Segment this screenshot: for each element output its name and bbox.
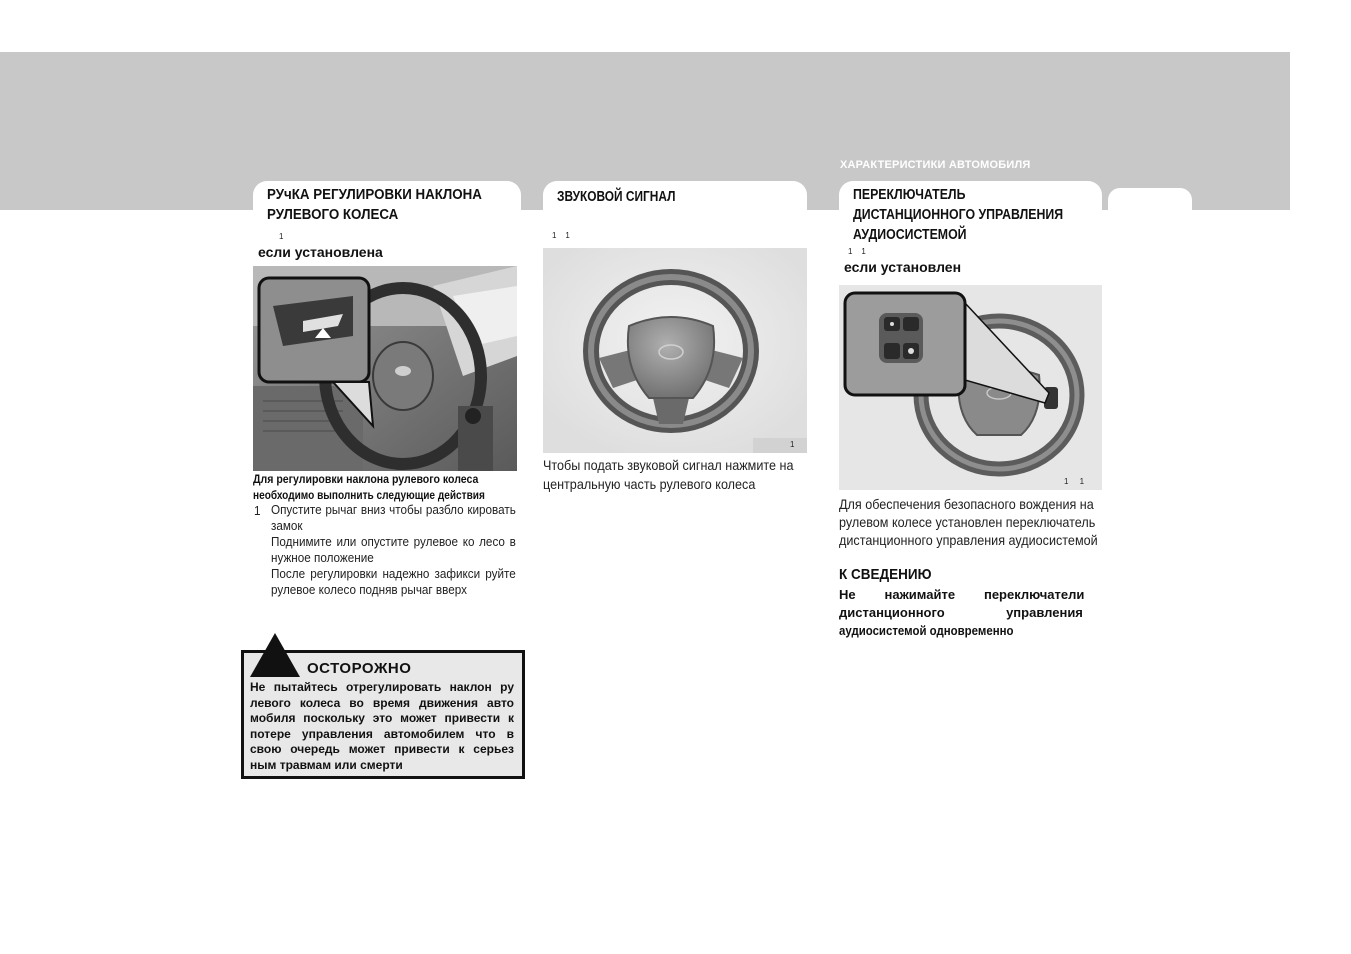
ref-marker: 1 1 xyxy=(848,247,866,256)
step-number: 1 xyxy=(254,503,261,518)
note-line3: аудиосистемой одновременно xyxy=(839,623,1014,638)
warning-text: Не пытайтесь отрегулировать наклон ру левого колеса во время движения авто мобиля поскольку это может привести к потере управления автомобилем что в свою очередь может привести к серьез ным травмам или смерти xyxy=(250,680,514,772)
photo-ref: 1 xyxy=(790,440,795,449)
title-audio-line2: ДИСТАНЦИОННОГО УПРАВЛЕНИЯ xyxy=(853,207,1064,223)
intro-line2: необходимо выполнить следующие действия xyxy=(253,488,485,502)
intro-line1: Для регулировки наклона рулевого колеса xyxy=(253,472,479,486)
title-steering-tilt-line1: РУчКА РЕГУЛИРОВКИ НАКЛОНА xyxy=(267,187,482,203)
step-text: Поднимите или опустите рулевое ко лесо в нужное положение xyxy=(271,534,516,565)
warning-triangle-icon xyxy=(250,633,300,677)
steering-tilt-photo xyxy=(253,266,517,471)
title-steering-tilt-line2: РУЛЕВОГО КОЛЕСА xyxy=(267,207,399,223)
warning-title: ОСТОРОЖНО xyxy=(307,660,412,677)
note-line1: Не нажимайте переключатели xyxy=(839,587,1085,602)
title-horn: ЗВУКОВОЙ СИГНАЛ xyxy=(557,189,676,205)
ref-marker: 1 xyxy=(279,232,284,241)
horn-steering-wheel-photo xyxy=(543,248,807,453)
audio-remote-text: Для обеспечения безопасного вождения на рулевом колесе установлен переключатель дистанционного управления аудиосистемой xyxy=(839,496,1098,548)
horn-text: Чтобы подать звуковой сигнал нажмите на центральную часть рулевого колеса xyxy=(543,457,794,492)
subtitle-if-installed: если установлена xyxy=(258,244,383,260)
title-audio-line3: АУДИОСИСТЕМОЙ xyxy=(853,227,967,243)
note-line2: дистанционного управления xyxy=(839,605,1083,620)
tab-blank xyxy=(1108,188,1192,212)
note-title: К СВЕДЕНИЮ xyxy=(839,566,932,583)
section-label: ХАРАКТЕРИСТИКИ АВТОМОБИЛЯ xyxy=(840,159,1031,171)
title-audio-line1: ПЕРЕКЛЮЧАТЕЛЬ xyxy=(853,187,966,203)
step-text: Опустите рычаг вниз чтобы разбло кировать замок xyxy=(271,502,516,533)
ref-marker: 1 1 xyxy=(552,231,570,240)
step-text: После регулировки надежно зафикси руйте рулевое колесо подняв рычаг вверх xyxy=(271,566,516,597)
audio-remote-photo xyxy=(839,285,1102,490)
photo-ref: 1 1 xyxy=(1064,477,1085,486)
subtitle-if-installed: если установлен xyxy=(844,259,962,275)
